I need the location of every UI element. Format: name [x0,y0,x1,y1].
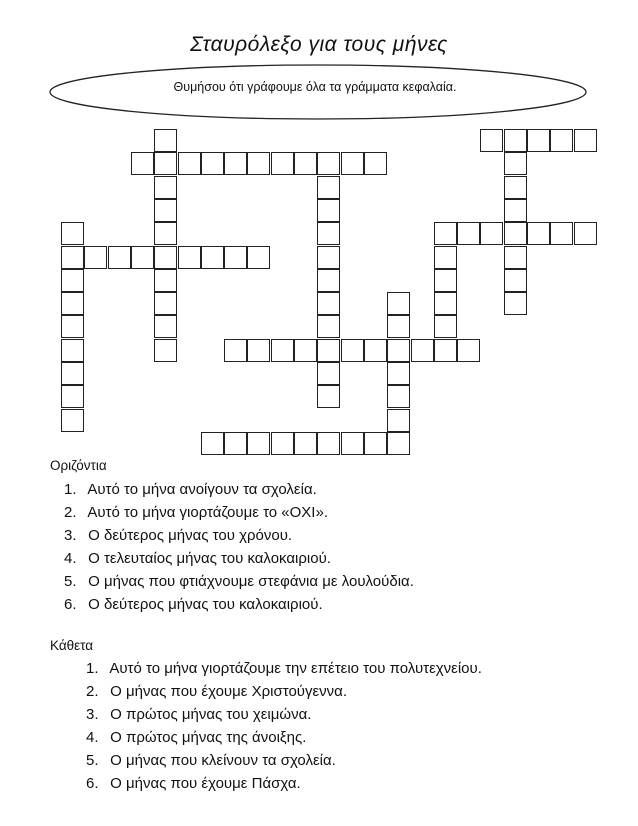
crossword-cell[interactable] [317,432,340,455]
crossword-cell[interactable] [434,315,457,338]
crossword-cell[interactable] [271,152,294,175]
crossword-cell[interactable] [154,269,177,292]
crossword-cell[interactable] [317,246,340,269]
across-clue [64,570,414,593]
clue-text: Αυτό το μήνα γιορτάζουμε το «ΟΧΙ». [87,504,328,521]
crossword-cell[interactable] [154,152,177,175]
crossword-cell[interactable] [457,339,480,362]
crossword-cell[interactable] [201,432,224,455]
crossword-cell[interactable] [61,315,84,338]
crossword-cell[interactable] [341,432,364,455]
crossword-cell[interactable] [271,432,294,455]
clue-text: Ο δεύτερος μήνας του καλοκαιριού. [88,596,323,613]
down-clue [86,749,482,772]
clue-text: Ο μήνας που φτιάχνουμε στεφάνια με λουλούδια. [88,573,414,590]
crossword-cell[interactable] [61,339,84,362]
crossword-cell[interactable] [317,222,340,245]
crossword-cell[interactable] [201,246,224,269]
crossword-cell[interactable] [504,152,527,175]
across-clue-list [64,478,414,616]
crossword-cell[interactable] [61,385,84,408]
crossword-cell[interactable] [61,362,84,385]
crossword-cell[interactable] [317,152,340,175]
across-clue [64,593,414,616]
clue-text: Ο μήνας που κλείνουν τα σχολεία. [110,752,336,769]
crossword-cell[interactable] [317,339,340,362]
crossword-cell[interactable] [457,222,480,245]
crossword-cell[interactable] [61,292,84,315]
crossword-cell[interactable] [271,339,294,362]
instruction-note: Θυμήσου ότι γράφουμε όλα τα γράμματα κεφαλαία. [173,80,457,94]
clue-number: 1. [64,481,77,498]
clue-number: 4. [86,729,99,746]
down-heading: Κάθετα [50,638,94,653]
crossword-cell[interactable] [317,315,340,338]
crossword-cell[interactable] [504,129,527,152]
down-clue-list [86,657,482,795]
crossword-cell[interactable] [294,152,317,175]
crossword-cell[interactable] [364,432,387,455]
crossword-cell[interactable] [224,152,247,175]
clue-text: Ο μήνας που έχουμε Χριστούγεννα. [110,683,348,700]
crossword-cell[interactable] [504,199,527,222]
across-clue [64,524,414,547]
crossword-cell[interactable] [387,339,410,362]
down-clue [86,657,482,680]
crossword-cell[interactable] [224,432,247,455]
down-clue [86,680,482,703]
crossword-cell[interactable] [294,432,317,455]
crossword-cell[interactable] [504,176,527,199]
clue-number: 5. [64,573,77,590]
crossword-cell[interactable] [154,222,177,245]
clue-text: Αυτό το μήνα ανοίγουν τα σχολεία. [87,481,317,498]
crossword-cell[interactable] [247,152,270,175]
across-clue [64,501,414,524]
crossword-cell[interactable] [387,432,410,455]
crossword-cell[interactable] [341,152,364,175]
crossword-cell[interactable] [317,269,340,292]
crossword-cell[interactable] [480,129,503,152]
clue-text: Ο πρώτος μήνας του χειμώνα. [110,706,312,723]
crossword-cell[interactable] [108,246,131,269]
crossword-cell[interactable] [434,246,457,269]
crossword-cell[interactable] [574,222,597,245]
crossword-cell[interactable] [61,269,84,292]
crossword-cell[interactable] [178,246,201,269]
crossword-cell[interactable] [317,292,340,315]
crossword-cell[interactable] [480,222,503,245]
down-clue [86,772,482,795]
crossword-cell[interactable] [434,339,457,362]
crossword-cell[interactable] [317,176,340,199]
crossword-cell[interactable] [387,292,410,315]
crossword-cell[interactable] [504,292,527,315]
across-heading: Οριζόντια [50,458,107,473]
crossword-cell[interactable] [387,362,410,385]
crossword-cell[interactable] [224,246,247,269]
crossword-cell[interactable] [61,409,84,432]
crossword-cell[interactable] [364,339,387,362]
crossword-cell[interactable] [387,409,410,432]
crossword-cell[interactable] [154,315,177,338]
crossword-cell[interactable] [317,385,340,408]
crossword-cell[interactable] [201,152,224,175]
clue-number: 3. [64,527,77,544]
crossword-cell[interactable] [317,199,340,222]
crossword-cell[interactable] [247,339,270,362]
crossword-cell[interactable] [504,222,527,245]
crossword-cell[interactable] [61,246,84,269]
crossword-cell[interactable] [574,129,597,152]
clue-text: Ο τελευταίος μήνας του καλοκαιριού. [88,550,331,567]
clue-text: Ο πρώτος μήνας της άνοιξης. [110,729,307,746]
crossword-cell[interactable] [247,432,270,455]
down-clue [86,703,482,726]
clue-text: Αυτό το μήνα γιορτάζουμε την επέτειο του πολυτεχνείου. [109,660,482,677]
crossword-cell[interactable] [84,246,107,269]
crossword-cell[interactable] [504,269,527,292]
clue-number: 4. [64,550,77,567]
crossword-cell[interactable] [154,176,177,199]
crossword-cell[interactable] [434,222,457,245]
clue-number: 2. [64,504,77,521]
crossword-cell[interactable] [178,152,201,175]
crossword-cell[interactable] [247,246,270,269]
crossword-cell[interactable] [131,246,154,269]
crossword-cell[interactable] [550,129,573,152]
clue-number: 6. [86,775,99,792]
crossword-cell[interactable] [294,339,317,362]
clue-text: Ο μήνας που έχουμε Πάσχα. [110,775,301,792]
clue-number: 3. [86,706,99,723]
crossword-cell[interactable] [387,315,410,338]
clue-number: 2. [86,683,99,700]
crossword-cell[interactable] [341,339,364,362]
crossword-cell[interactable] [131,152,154,175]
crossword-cell[interactable] [434,292,457,315]
across-clue [64,547,414,570]
crossword-cell[interactable] [527,129,550,152]
crossword-cell[interactable] [364,152,387,175]
down-clue [86,726,482,749]
crossword-cell[interactable] [154,339,177,362]
crossword-cell[interactable] [154,292,177,315]
crossword-cell[interactable] [550,222,573,245]
crossword-cell[interactable] [411,339,434,362]
across-clue [64,478,414,501]
crossword-cell[interactable] [387,385,410,408]
crossword-cell[interactable] [154,199,177,222]
crossword-cell[interactable] [154,129,177,152]
page-title: Σταυρόλεξο για τους μήνες [190,33,448,56]
crossword-cell[interactable] [527,222,550,245]
clue-text: Ο δεύτερος μήνας του χρόνου. [88,527,293,544]
clue-number: 5. [86,752,99,769]
crossword-cell[interactable] [154,246,177,269]
crossword-cell[interactable] [61,222,84,245]
clue-number: 6. [64,596,77,613]
clue-number: 1. [86,660,99,677]
crossword-cell[interactable] [434,269,457,292]
crossword-cell[interactable] [504,246,527,269]
crossword-cell[interactable] [224,339,247,362]
crossword-cell[interactable] [317,362,340,385]
